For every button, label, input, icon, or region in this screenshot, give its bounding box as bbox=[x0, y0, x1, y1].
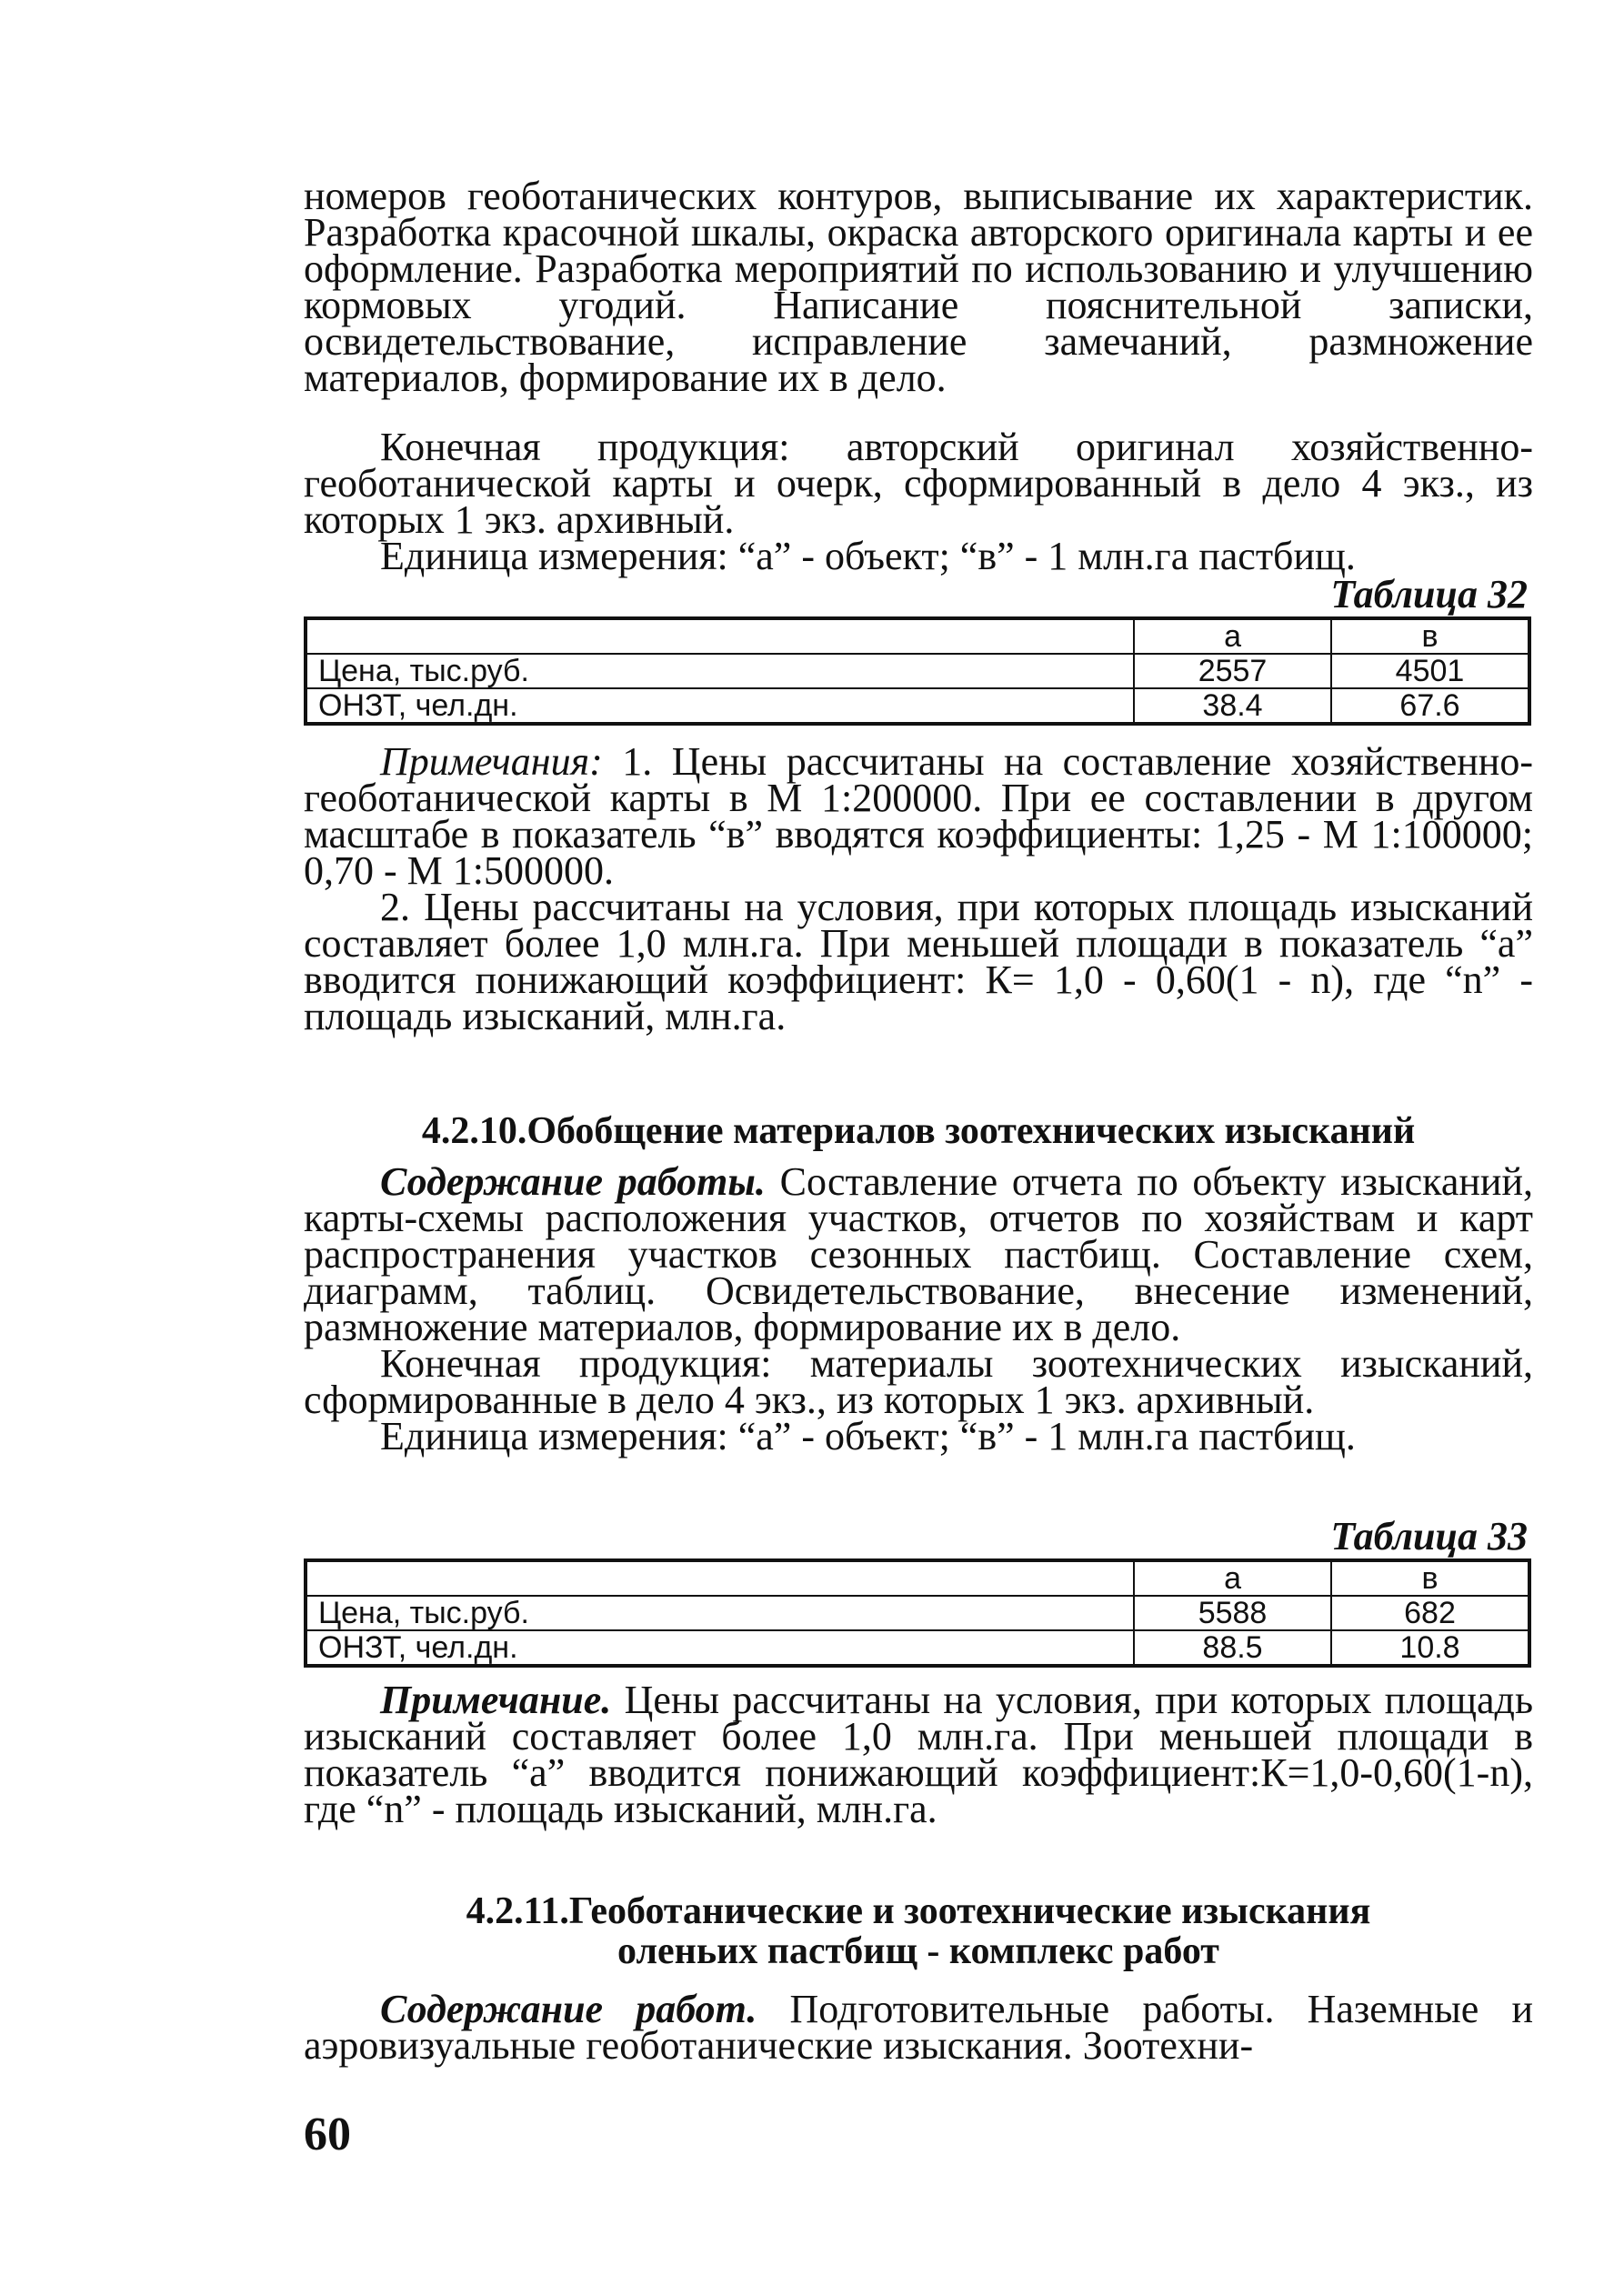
unit-of-measure-paragraph: Единица измерения: “а” - объект; “в” - 1 млн.га пастбищ. bbox=[380, 1414, 1356, 1458]
table-row bbox=[306, 654, 1529, 688]
table-cell: ОНЗТ, чел.дн. bbox=[306, 688, 1134, 724]
table-cell: 88.5 bbox=[1134, 1630, 1331, 1666]
table-row bbox=[306, 618, 1529, 654]
table-header-cell: в bbox=[1331, 1560, 1529, 1596]
table-row bbox=[306, 1560, 1529, 1596]
note-label: Примечание. bbox=[380, 1678, 612, 1722]
note-1-text: 1. Цены рассчитаны на составление хозяйственно-геоботанической карты в М 1:200000. При ее составлении в другом масштабе в показатель “в” вводятся коэффициенты: 1,25 - М 1:100000; 0,70 - М 1:500000. bbox=[304, 739, 1533, 893]
table-header-cell: а bbox=[1134, 618, 1331, 654]
section-4-2-10 bbox=[304, 1110, 1534, 1458]
section-heading: 4.2.10.Обобщение материалов зоотехнических изысканий bbox=[421, 1110, 1416, 1152]
content-label: Содержание работ. bbox=[380, 1987, 757, 2031]
table-33 bbox=[304, 1558, 1531, 1668]
content-label: Содержание работы. bbox=[380, 1159, 766, 1204]
table-cell: 38.4 bbox=[1134, 688, 1331, 724]
table-32-caption: Таблица 32 bbox=[1330, 572, 1528, 616]
content-text: Подготовительные работы. Наземные и аэровизуальные геоботанические изыскания. Зоотехни- bbox=[304, 1987, 1534, 2068]
final-product-paragraph: Конечная продукция: материалы зоотехнических изысканий, сформированные в дело 4 экз., из которых 1 экз. архивный. bbox=[304, 1341, 1533, 1422]
table-cell: 4501 bbox=[1331, 654, 1529, 688]
note-1 bbox=[304, 739, 1533, 893]
section-heading-line-1: 4.2.11.Геоботанические и зоотехнические изыскания bbox=[466, 1890, 1371, 1932]
table-header-cell: а bbox=[1134, 1560, 1331, 1596]
product-block-1 bbox=[304, 425, 1533, 578]
table-cell: Цена, тыс.руб. bbox=[306, 1596, 1134, 1630]
table-row bbox=[306, 688, 1529, 724]
table-32 bbox=[304, 616, 1531, 726]
table-33-block bbox=[304, 1514, 1533, 1668]
notes-label: Примечания: bbox=[380, 739, 603, 784]
table-cell: 10.8 bbox=[1331, 1630, 1529, 1666]
table-cell: 682 bbox=[1331, 1596, 1529, 1630]
table-cell: 5588 bbox=[1134, 1596, 1331, 1630]
intro-block bbox=[304, 174, 1533, 400]
section-content-paragraph bbox=[304, 1987, 1534, 2068]
table-cell: ОНЗТ, чел.дн. bbox=[306, 1630, 1134, 1666]
table-32-block bbox=[304, 572, 1533, 726]
table-cell: 67.6 bbox=[1331, 688, 1529, 724]
table-row bbox=[306, 1630, 1529, 1666]
table-cell: Цена, тыс.руб. bbox=[306, 654, 1134, 688]
page-number: 60 bbox=[304, 2109, 351, 2160]
section-heading-line-2: оленьих пастбищ - комплекс работ bbox=[617, 1930, 1219, 1972]
note-33 bbox=[304, 1678, 1534, 1831]
table-header-cell bbox=[306, 1560, 1134, 1596]
final-product-paragraph: Конечная продукция: авторский оригинал хозяйственно-геоботанической карты и очерк, сформированный в дело 4 экз., из которых 1 экз. архивный. bbox=[304, 425, 1533, 542]
note-33-block bbox=[304, 1678, 1534, 1831]
table-33-caption: Таблица 33 bbox=[1330, 1514, 1528, 1558]
notes-32-block bbox=[304, 739, 1533, 1038]
intro-paragraph: номеров геоботанических контуров, выписывание их характеристик. Разработка красочной шкалы, окраска авторского оригинала карты и ее оформление. Разработка мероприятий по использованию и улучшению кормовых угодий. Написание пояснительной записки, освидетельствование, исправление замечаний, размножение материалов, формирование их в дело. bbox=[304, 174, 1533, 400]
unit-of-measure-paragraph: Единица измерения: “а” - объект; “в” - 1 млн.га пастбищ. bbox=[380, 534, 1356, 578]
table-header-cell: в bbox=[1331, 618, 1529, 654]
content-text: Составление отчета по объекту изысканий, карты-схемы расположения участков, отчетов по хозяйствам и карт распространения участков сезонных пастбищ. Составление схем, диаграмм, таблиц. Освидетельствование, внесение изменений, размножение материалов, формирование их в дело. bbox=[304, 1159, 1534, 1349]
section-4-2-11 bbox=[304, 1890, 1534, 2068]
section-content-paragraph bbox=[304, 1159, 1534, 1349]
table-header-cell bbox=[306, 618, 1134, 654]
note-33-text: Цены рассчитаны на условия, при которых площадь изысканий составляет более 1,0 млн.га. При меньшей площади в показатель “а” вводится понижающий коэффициент:К=1,0-0,60(1-n), где “n” - площадь изысканий, млн.га. bbox=[304, 1678, 1534, 1831]
table-row bbox=[306, 1596, 1529, 1630]
note-2: 2. Цены рассчитаны на условия, при которых площадь изысканий составляет более 1,0 млн.га. При меньшей площади в показатель “а” вводится понижающий коэффициент: К= 1,0 - 0,60(1 - n), где “n” - площадь изысканий, млн.га. bbox=[304, 885, 1533, 1038]
table-cell: 2557 bbox=[1134, 654, 1331, 688]
